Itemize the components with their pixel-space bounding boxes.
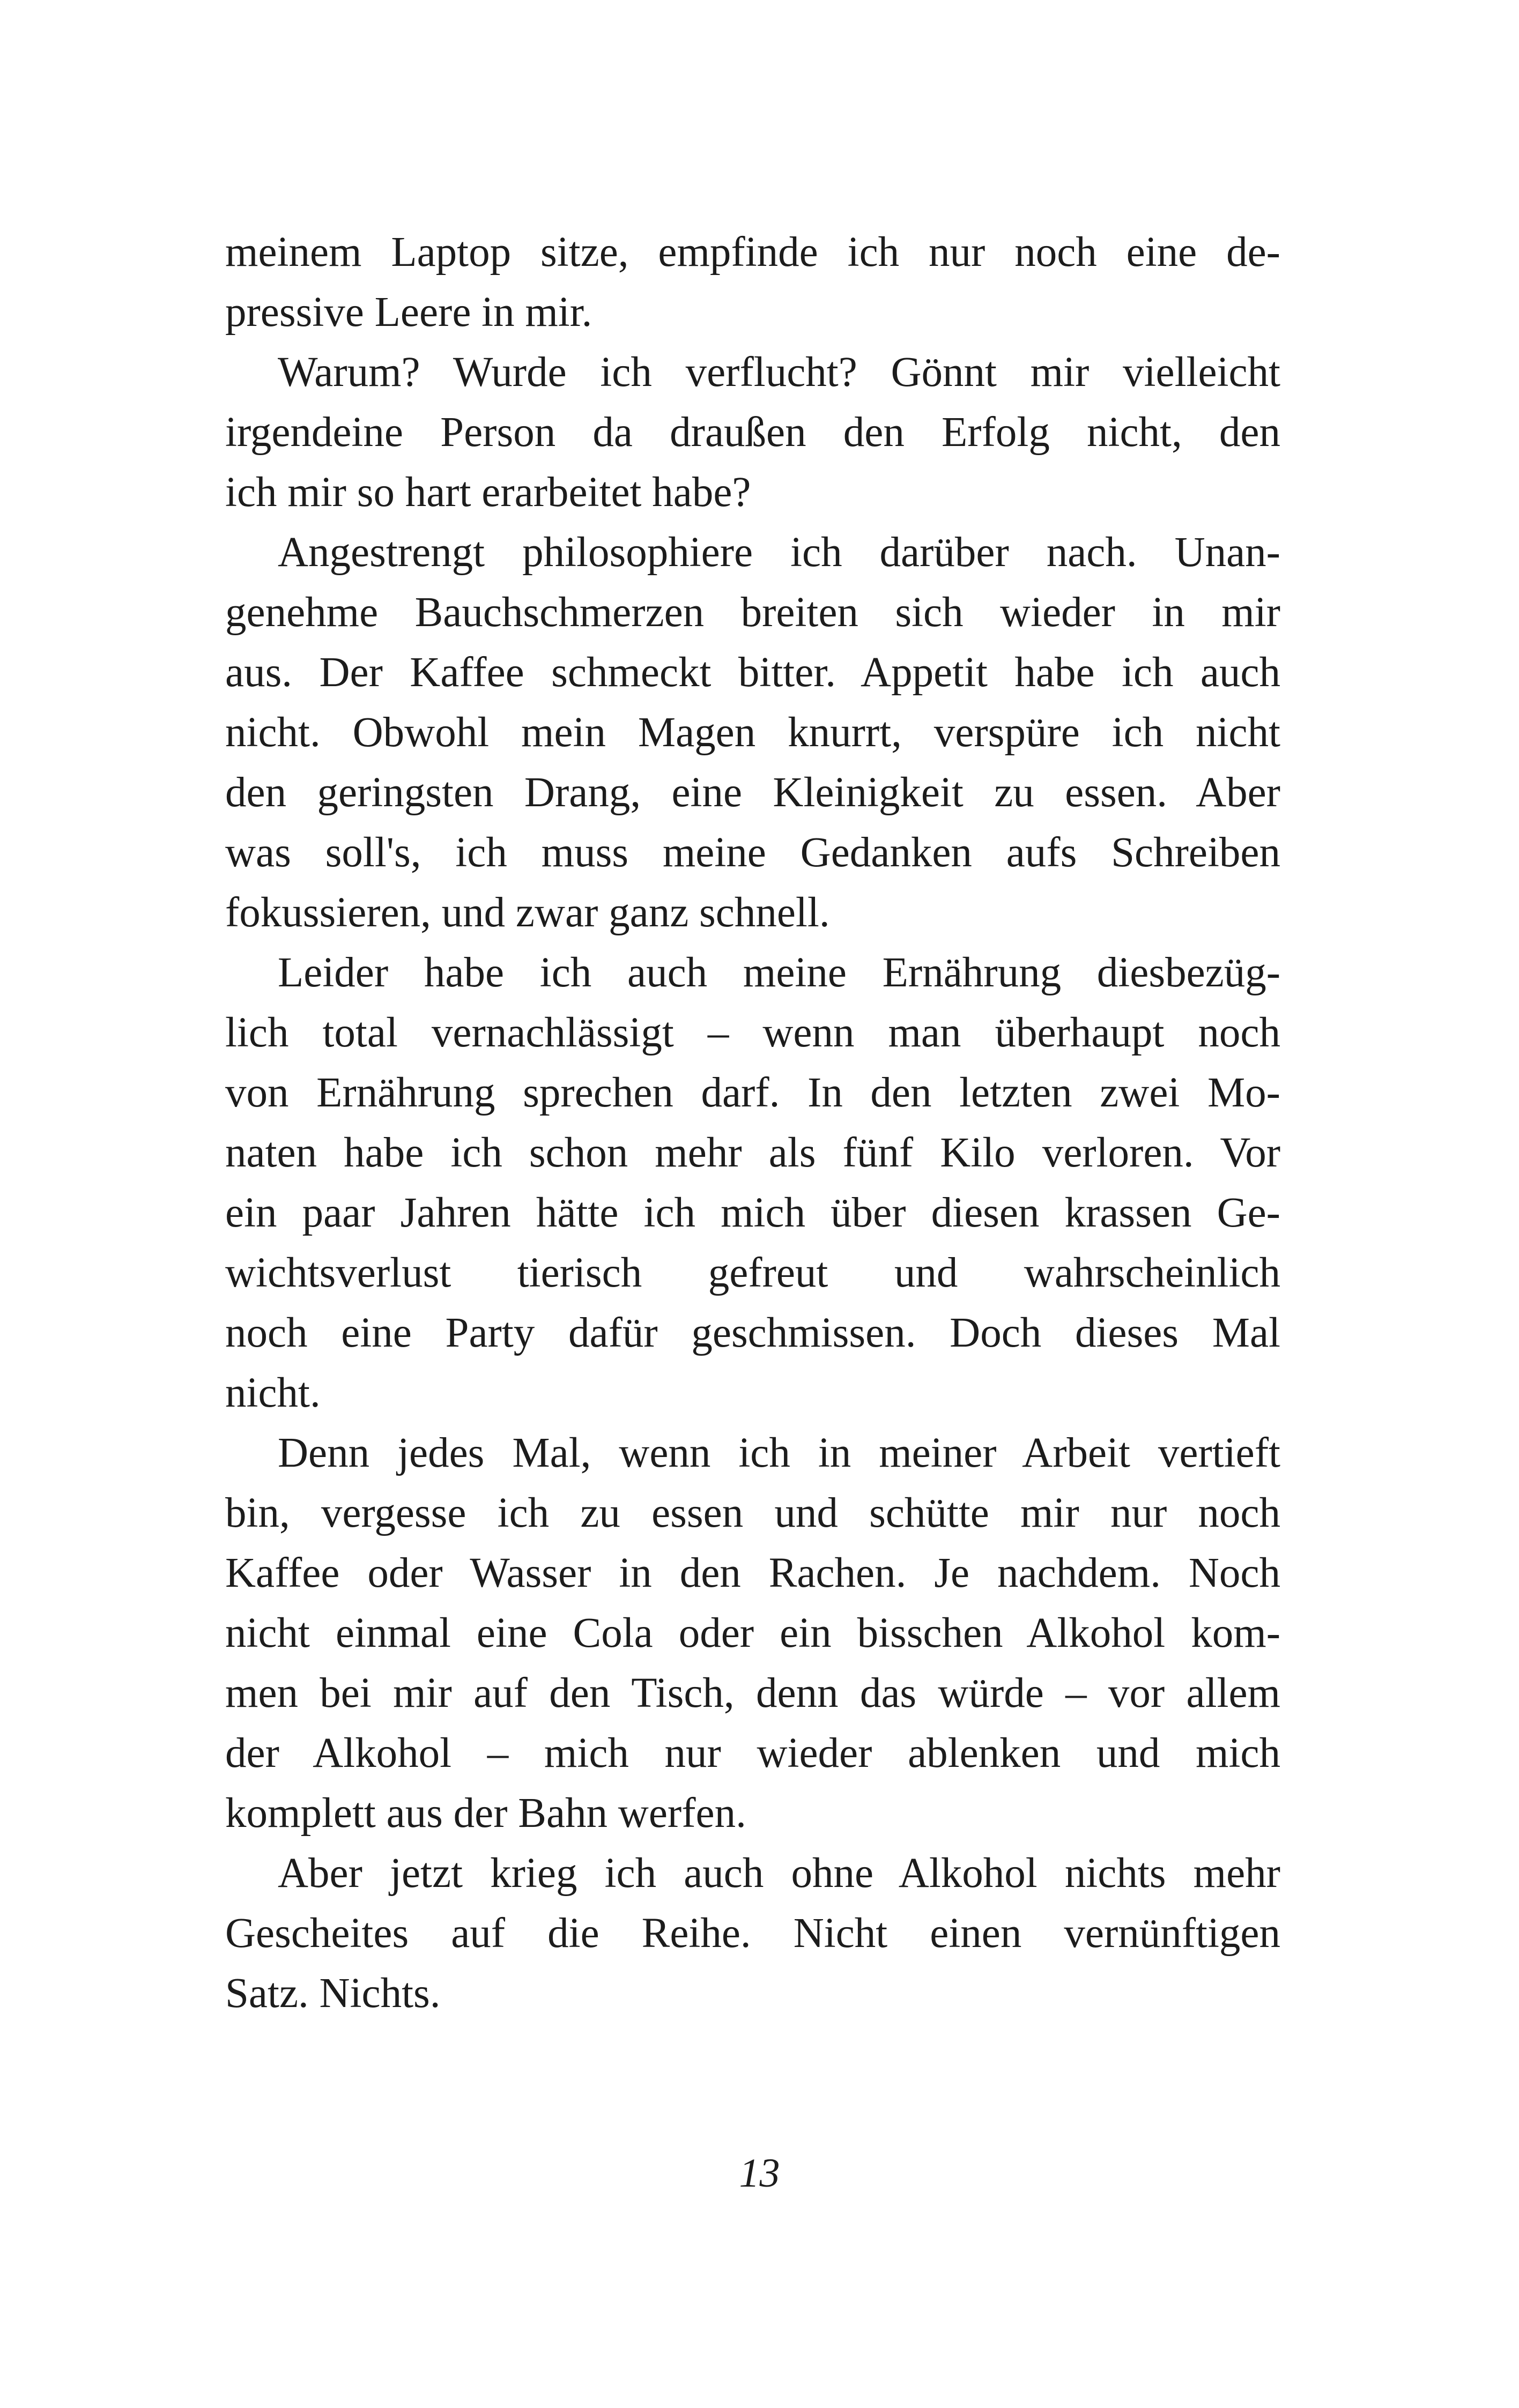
text-line: von Ernährung sprechen darf. In den letzten zwei Mo-: [225, 1069, 1280, 1116]
text-line: ich mir so hart erarbeitet habe?: [225, 469, 751, 516]
text-line: irgendeine Person da draußen den Erfolg nicht, den: [225, 409, 1280, 456]
text-line: noch eine Party dafür geschmissen. Doch dieses Mal: [225, 1310, 1280, 1356]
text-line: den geringsten Drang, eine Kleinigkeit zu essen. Aber: [225, 769, 1280, 816]
text-line: Aber jetzt krieg ich auch ohne Alkohol nichts mehr: [278, 1850, 1280, 1897]
text-line: Leider habe ich auch meine Ernährung diesbezüg-: [278, 949, 1280, 996]
text-line: meinem Laptop sitze, empfinde ich nur noch eine de-: [225, 229, 1280, 276]
text-line: Kaffee oder Wasser in den Rachen. Je nachdem. Noch: [225, 1550, 1280, 1596]
text-line: Warum? Wurde ich verflucht? Gönnt mir vielleicht: [278, 349, 1280, 396]
text-line: der Alkohol – mich nur wieder ablenken und mich: [225, 1730, 1280, 1777]
text-line: men bei mir auf den Tisch, denn das würde – vor allem: [225, 1670, 1280, 1716]
text-line: was soll's, ich muss meine Gedanken aufs Schreiben: [225, 829, 1280, 876]
body-text: [225, 222, 1280, 2024]
text-line: fokussieren, und zwar ganz schnell.: [225, 889, 830, 936]
text-line: nicht.: [225, 1370, 321, 1416]
text-line: wichtsverlust tierisch gefreut und wahrscheinlich: [225, 1250, 1280, 1296]
text-line: Satz. Nichts.: [225, 1970, 441, 2017]
text-line: pressive Leere in mir.: [225, 289, 592, 336]
text-line: komplett aus der Bahn werfen.: [225, 1790, 746, 1837]
text-line: Gescheites auf die Reihe. Nicht einen vernünftigen: [225, 1910, 1280, 1957]
text-line: aus. Der Kaffee schmeckt bitter. Appetit habe ich auch: [225, 649, 1280, 696]
text-line: bin, vergesse ich zu essen und schütte mir nur noch: [225, 1490, 1280, 1536]
text-line: nicht einmal eine Cola oder ein bisschen Alkohol kom-: [225, 1610, 1280, 1656]
text-line: Angestrengt philosophiere ich darüber nach. Unan-: [278, 529, 1280, 576]
text-line: genehme Bauchschmerzen breiten sich wieder in mir: [225, 589, 1280, 636]
text-line: Denn jedes Mal, wenn ich in meiner Arbeit vertieft: [278, 1430, 1280, 1476]
text-line: nicht. Obwohl mein Magen knurrt, verspüre ich nicht: [225, 709, 1280, 756]
text-line: naten habe ich schon mehr als fünf Kilo verloren. Vor: [225, 1129, 1280, 1176]
text-line: lich total vernachlässigt – wenn man überhaupt noch: [225, 1009, 1280, 1056]
page-number: 13: [739, 2151, 780, 2196]
text-line: ein paar Jahren hätte ich mich über diesen krassen Ge-: [225, 1190, 1280, 1236]
